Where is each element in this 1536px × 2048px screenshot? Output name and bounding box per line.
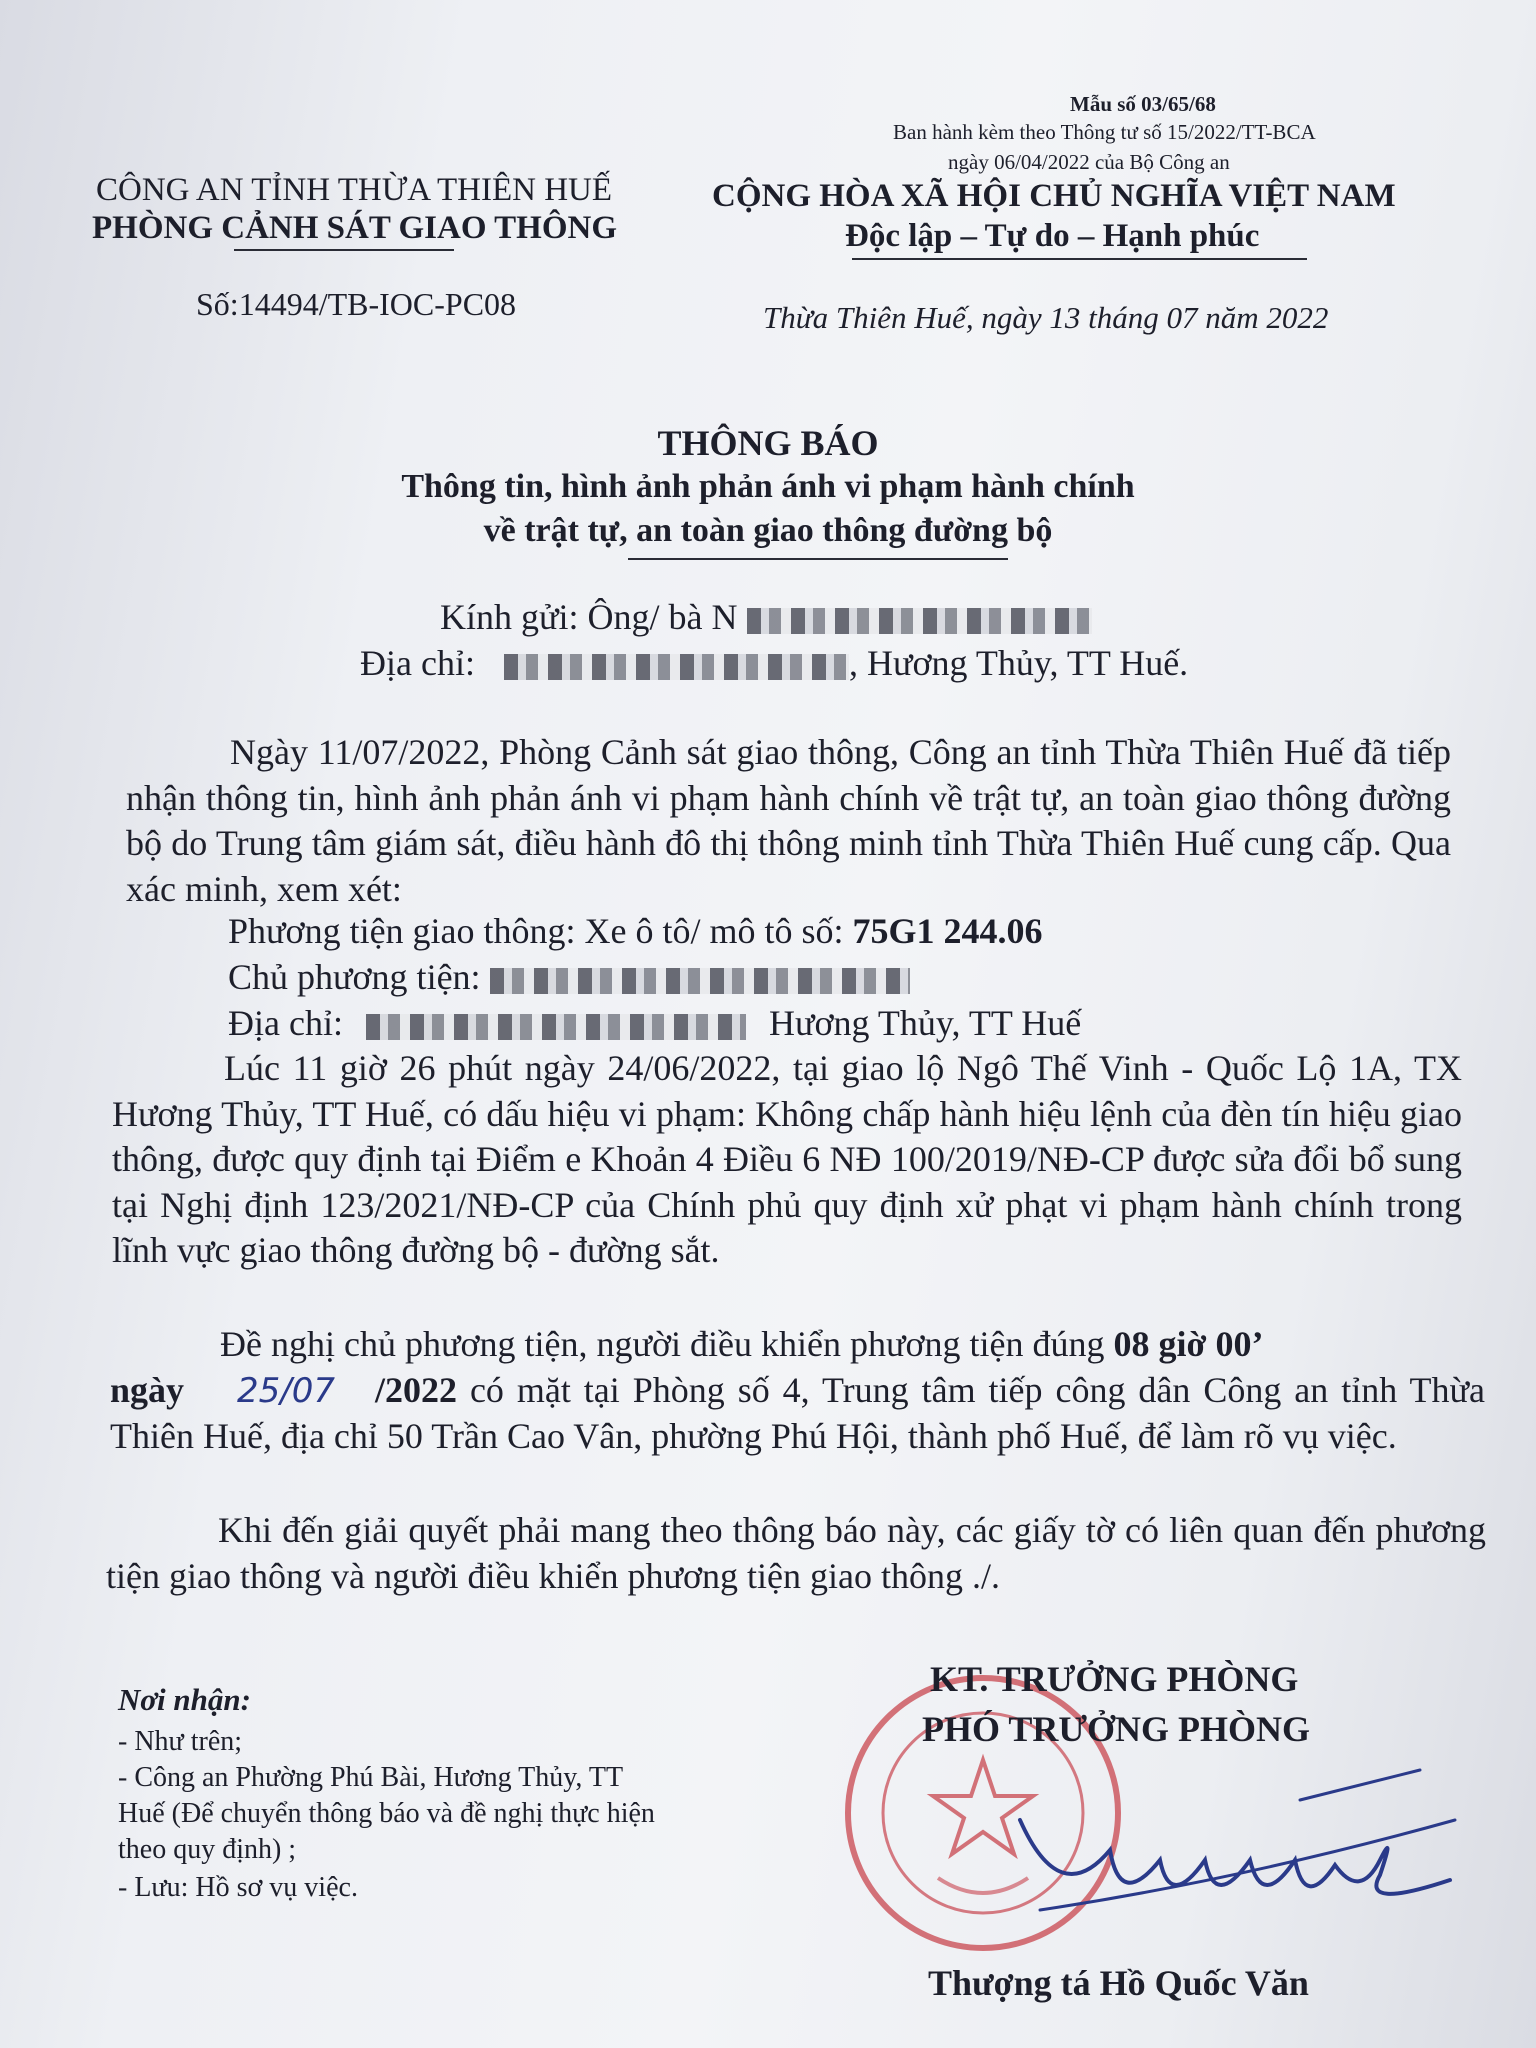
- redacted-owner: [490, 968, 910, 994]
- recipients-item-2a: - Công an Phường Phú Bài, Hương Thủy, TT: [118, 1762, 624, 1793]
- recipients-item-3: - Lưu: Hồ sơ vụ việc.: [118, 1872, 358, 1903]
- document-title: THÔNG BÁO: [657, 423, 879, 463]
- document-subtitle-1: Thông tin, hình ảnh phản ánh vi phạm hành chính: [401, 468, 1135, 505]
- redacted-address: [504, 654, 849, 680]
- form-reference: Ban hành kèm theo Thông tư số 15/2022/TT-BCA: [893, 120, 1316, 144]
- redacted-owner-address: [366, 1014, 746, 1040]
- recipients-item-2c: theo quy định) ;: [118, 1834, 297, 1865]
- agency-name: PHÒNG CẢNH SÁT GIAO THÔNG: [92, 210, 618, 246]
- body-paragraph-4: Khi đến giải quyết phải mang theo thông báo này, các giấy tờ có liên quan đến phương tiện giao thông và người điều khiển phương tiện giao thông ./.: [106, 1510, 1486, 1596]
- handwritten-month: 07: [291, 1370, 335, 1411]
- agency-underline: [234, 249, 454, 251]
- nation-name: CỘNG HÒA XÃ HỘI CHỦ NGHĨA VIỆT NAM: [712, 178, 1396, 214]
- recipients-item-1: - Như trên;: [118, 1726, 243, 1757]
- recipient-label: Kính gửi: Ông/ bà N: [440, 597, 738, 637]
- signature-role-2: PHÓ TRƯỞNG PHÒNG: [922, 1709, 1311, 1749]
- vehicle-line: [228, 910, 1043, 952]
- document-subtitle-2: về trật tự, an toàn giao thông đường bộ: [483, 512, 1053, 549]
- recipients-item-2b: Huế (Để chuyển thông báo và đề nghị thực hiện: [118, 1798, 655, 1829]
- recipient-address-tail: , Hương Thủy, TT Huế.: [848, 643, 1189, 683]
- body-paragraph-3: Đề nghị chủ phương tiện, người điều khiển phương tiện đúng 08 giờ 00’ ngày 25/07 /2022 có mặt tại Phòng số 4, Trung tâm tiếp công dân Công an tỉnh Thừa Thiên Huế, địa chỉ 50 Trần Cao Vân, phường Phú Hội, thành phố Huế, để làm rõ vụ việc.: [110, 1324, 1485, 1456]
- motto-underline: [852, 258, 1307, 260]
- title-underline: [628, 558, 1008, 560]
- owner-address-label: Địa chỉ:: [228, 1003, 343, 1043]
- p3-text-b: có mặt tại Phòng số 4, Trung tâm tiếp công dân Công an tỉnh Thừa Thiên Huế, địa chỉ 50 Trần Cao Vân, phường Phú Hội, thành phố Huế, để làm rõ vụ việc.: [110, 1369, 1485, 1456]
- handwritten-signature-icon: [1000, 1760, 1470, 1930]
- place-date: Thừa Thiên Huế, ngày 13 tháng 07 năm 2022: [763, 300, 1329, 335]
- body-paragraph-1: Ngày 11/07/2022, Phòng Cảnh sát giao thông, Công an tỉnh Thừa Thiên Huế đã tiếp nhận thông tin, hình ảnh phản ánh vi phạm hành chính về trật tự, an toàn giao thông đường bộ do Trung tâm giám sát, điều hành đô thị thông minh tỉnh Thừa Thiên Huế cung cấp. Qua xác minh, xem xét:: [126, 732, 1451, 909]
- form-reference-date: ngày 06/04/2022 của Bộ Công an: [948, 150, 1230, 174]
- recipient-address-label: Địa chỉ:: [360, 643, 475, 683]
- recipient-line: [440, 596, 1092, 638]
- recipient-address-line: [360, 642, 1188, 684]
- vehicle-label: Phương tiện giao thông: Xe ô tô/ mô tô số:: [228, 911, 844, 951]
- owner-label: Chủ phương tiện:: [228, 957, 481, 997]
- national-motto: Độc lập – Tự do – Hạnh phúc: [845, 218, 1260, 254]
- redacted-name: [747, 608, 1092, 634]
- owner-address-line: [228, 1002, 1081, 1044]
- p3-text-a: Đề nghị chủ phương tiện, người điều khiển phương tiện đúng: [220, 1324, 1105, 1364]
- owner-address-tail: Hương Thủy, TT Huế: [768, 1003, 1082, 1043]
- recipients-heading: Nơi nhận:: [118, 1682, 251, 1717]
- handwritten-day: 25: [236, 1370, 281, 1411]
- body-paragraph-2: Lúc 11 giờ 26 phút ngày 24/06/2022, tại giao lộ Ngô Thế Vinh - Quốc Lộ 1A, TX Hương Thủy, TT Huế, có dấu hiệu vi phạm: Không chấp hành hiệu lệnh của đèn tín hiệu giao thông, được quy định tại Điểm e Khoản 4 Điều 6 NĐ 100/2019/NĐ-CP được sửa đổi bổ sung tại Nghị định 123/2021/NĐ-CP của Chính phủ quy định xử phạt vi phạm hành chính trong lĩnh vực giao thông đường bộ - đường sắt.: [112, 1048, 1462, 1270]
- signature-role-1: KT. TRƯỞNG PHÒNG: [930, 1659, 1299, 1699]
- p3-year: /2022: [374, 1369, 457, 1410]
- p3-day-label: ngày: [110, 1369, 185, 1410]
- p3-appointment-time: 08 giờ 00’: [1113, 1324, 1264, 1364]
- signer-name: Thượng tá Hồ Quốc Văn: [928, 1963, 1309, 2003]
- agency-parent: CÔNG AN TỈNH THỪA THIÊN HUẾ: [96, 172, 613, 208]
- owner-line: [228, 956, 910, 998]
- vehicle-plate: 75G1 244.06: [852, 911, 1043, 951]
- form-number: Mẫu số 03/65/68: [1070, 92, 1216, 116]
- document-number: Số:14494/TB-IOC-PC08: [196, 286, 517, 322]
